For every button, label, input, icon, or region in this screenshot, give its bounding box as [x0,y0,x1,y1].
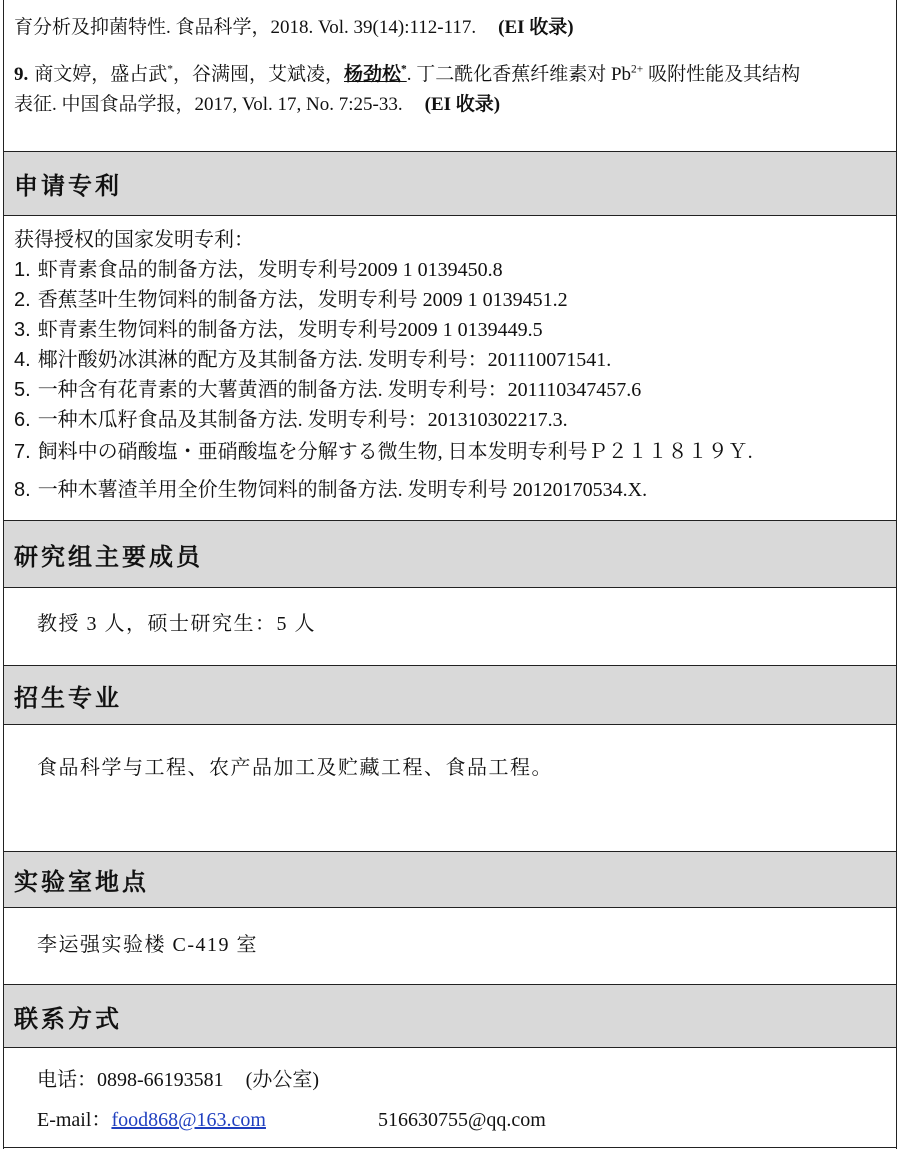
majors-text: 食品科学与工程、农产品加工及贮藏工程、食品工程。 [37,757,553,779]
contact-cell [4,1048,896,1148]
patent-number: 7. [14,441,31,463]
patent-title: 一种含有花青素的大薯黄酒的制备方法. 发明专利号：201110347457.6 [37,379,642,401]
section-header-majors [4,666,896,725]
patent-title: 虾青素食品的制备方法，发明专利号2009 1 0139450.8 [37,259,503,281]
patent-title: 香蕉茎叶生物饲料的制备方法，发明专利号 2009 1 0139451.2 [37,289,568,311]
patent-number: 5. [14,379,31,401]
email-line [37,1105,266,1135]
authors-part-a: 商文婷，盛占武 [34,64,168,85]
ion-charge-superscript: 2+ [631,63,644,76]
patent-item [14,375,888,405]
publication-entry-9 [14,61,888,89]
paper-title-part-a: . 丁二酰化香蕉纤维素对 Pb [406,64,632,85]
patent-item [14,405,888,435]
patent-title: 椰汁酸奶冰淇淋的配方及其制备方法. 发明专利号：201110071541. [37,349,612,371]
patent-item [14,255,888,285]
patent-item [14,315,888,345]
patent-number: 6. [14,409,31,431]
patent-title: 一种木瓜籽食品及其制备方法. 发明专利号：201310302217.3. [37,409,568,431]
section-header-patents [4,152,896,216]
email-secondary: 516630755@qq.com [378,1109,546,1131]
phone-line [37,1065,319,1095]
phone-number: 0898-66193581 [97,1069,224,1091]
entry-number: 9. [14,64,29,85]
members-cell [4,588,896,666]
phone-label: 电话： [37,1069,97,1091]
authors-part-b: ，谷满囤，艾斌凌， [172,64,344,85]
section-header-lab [4,852,896,908]
patent-number: 8. [14,479,31,501]
corresponding-mark: * [401,63,407,76]
patent-title: 一种木薯渣羊用全价生物饲料的制备方法. 发明专利号 20120170534.X. [37,479,648,501]
section-header-members [4,521,896,588]
patent-item [14,345,888,375]
section-title: 招生专业 [14,682,122,712]
patent-number: 3. [14,319,31,341]
patents-intro: 获得授权的国家发明专利： [14,229,254,251]
lab-location-text: 李运强实验楼 C-419 室 [37,934,258,956]
paper-title-part-b: 吸附性能及其结构 [648,64,801,85]
publication-citation: 表征. 中国食品学报，2017, Vol. 17, No. 7:25-33. [14,94,403,115]
majors-cell [4,725,896,852]
patent-item [14,285,888,315]
section-title: 联系方式 [14,1003,122,1033]
members-text: 教授 3 人，硕士研究生：5 人 [37,613,316,635]
patent-title: 飼料中の硝酸塩・亜硝酸塩を分解する微生物, 日本发明专利号Ｐ２１１８１９Ｙ. [37,441,753,463]
section-title: 研究组主要成员 [14,541,203,571]
email-link[interactable]: food868@163.com [111,1109,266,1131]
lab-cell [4,908,896,985]
section-title: 实验室地点 [14,867,149,896]
publications-cell [4,0,896,152]
patent-item [14,437,888,467]
profile-table [3,0,897,1149]
phone-note: (办公室) [245,1069,319,1091]
patent-number: 4. [14,349,31,371]
highlighted-author [344,64,407,85]
section-title: 申请专利 [14,171,122,200]
patent-title: 虾青素生物饲料的制备方法，发明专利号2009 1 0139449.5 [37,319,543,341]
highlighted-author-name: 杨劲松 [343,64,401,85]
section-header-contact [4,985,896,1048]
publication-line-continued [14,14,888,42]
email-label: E-mail： [37,1109,112,1131]
publication-citation: 育分析及抑菌特性. 食品科学，2018. Vol. 39(14):112-117. [14,17,477,38]
index-tag: (EI 收录) [498,17,574,38]
corresponding-mark: * [167,63,173,76]
index-tag: (EI 收录) [424,94,501,115]
patents-cell [4,216,896,521]
publication-entry-9-continued [14,91,888,119]
patent-number: 2. [14,289,31,311]
patent-item [14,475,888,505]
patent-number: 1. [14,259,31,281]
